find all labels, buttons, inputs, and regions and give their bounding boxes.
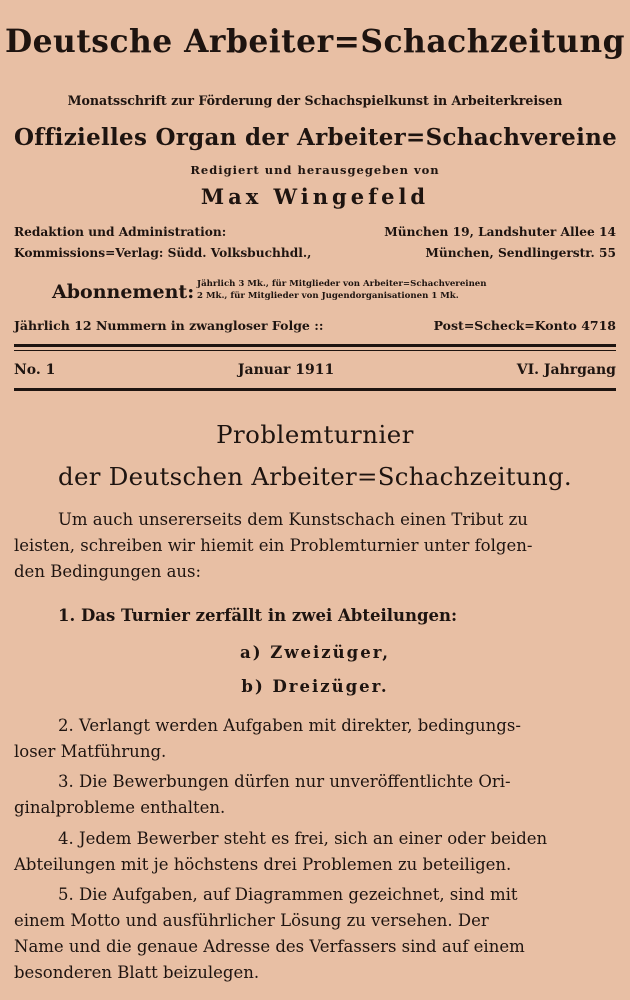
divider-thick-bottom — [14, 388, 616, 391]
article-title-line-1: Problemturnier — [216, 420, 414, 449]
condition-5 — [14, 882, 616, 986]
administration-line — [14, 225, 616, 239]
condition-4 — [14, 826, 616, 878]
issue-number: No. 1 — [14, 362, 56, 378]
divider-thin-top — [14, 350, 616, 351]
subscription-label: Abonnement: — [52, 281, 195, 303]
condition-2-line-2: loser Matführung. — [14, 742, 167, 761]
issue-info-line — [14, 362, 616, 378]
subscription-prices — [197, 278, 487, 302]
condition-3 — [14, 769, 616, 821]
masthead-subtitle: Monatsschrift zur Förderung der Schachspielkunst in Arbeiterkreisen — [67, 93, 563, 108]
condition-1a: a) Zweizüger, — [240, 643, 390, 662]
condition-1b: b) Dreizüger. — [241, 677, 389, 696]
postal-account: Post=Scheck=Konto 4718 — [433, 318, 616, 333]
condition-2-line-1: 2. Verlangt werden Aufgaben mit direkter, bedingungs- — [58, 716, 521, 735]
subscription-line-2: 2 Mk., für Mitglieder von Jugendorganisationen 1 Mk. — [197, 291, 459, 301]
condition-5-line-1: 5. Die Aufgaben, auf Diagrammen gezeichnet, sind mit — [58, 885, 518, 904]
administration-address: München 19, Landshuter Allee 14 — [384, 225, 616, 239]
frequency-text: Jährlich 12 Nummern in zwangloser Folge :: — [14, 318, 324, 333]
administration-label: Redaktion und Administration: — [14, 225, 227, 239]
condition-2 — [14, 713, 616, 765]
condition-4-line-1: 4. Jedem Bewerber steht es frei, sich an einer oder beiden — [58, 829, 548, 848]
publisher-label: Kommissions=Verlag: Südd. Volksbuchhdl., — [14, 246, 312, 260]
condition-1: 1. Das Turnier zerfällt in zwei Abteilungen: — [58, 606, 458, 625]
masthead-title: Deutsche Arbeiter=Schachzeitung — [4, 24, 626, 60]
issue-date: Januar 1911 — [237, 362, 335, 378]
condition-5-line-3: Name und die genaue Adresse des Verfassers sind auf einem — [14, 937, 525, 956]
subscription-block — [52, 276, 612, 312]
official-organ-line: Offizielles Organ der Arbeiter=Schachvereine — [14, 124, 618, 151]
article-title-line-2: der Deutschen Arbeiter=Schachzeitung. — [58, 462, 572, 491]
frequency-line — [14, 318, 616, 333]
intro-line-1: Um auch unsererseits dem Kunstschach einen Tribut zu — [58, 510, 528, 529]
issue-volume: VI. Jahrgang — [516, 362, 616, 378]
condition-3-line-1: 3. Die Bewerbungen dürfen nur unveröffentlichte Ori- — [58, 772, 511, 791]
publisher-address: München, Sendlingerstr. 55 — [425, 246, 616, 260]
edited-by-line: Redigiert und herausgegeben von — [190, 163, 440, 177]
condition-3-line-2: ginalprobleme enthalten. — [14, 798, 226, 817]
subscription-line-1: Jährlich 3 Mk., für Mitglieder von Arbeiter=Schachvereinen — [197, 279, 487, 289]
intro-line-3: den Bedingungen aus: — [14, 562, 202, 581]
editor-name: Max Wingefeld — [200, 184, 430, 209]
divider-thick-top — [14, 344, 616, 347]
intro-paragraph — [14, 507, 616, 585]
intro-line-2: leisten, schreiben wir hiemit ein Problemturnier unter folgen- — [14, 536, 533, 555]
condition-5-line-2: einem Motto und ausführlicher Lösung zu versehen. Der — [14, 911, 489, 930]
condition-5-line-4: besonderen Blatt beizulegen. — [14, 963, 260, 982]
publisher-line — [14, 246, 616, 260]
condition-4-line-2: Abteilungen mit je höchstens drei Problemen zu beteiligen. — [14, 855, 512, 874]
